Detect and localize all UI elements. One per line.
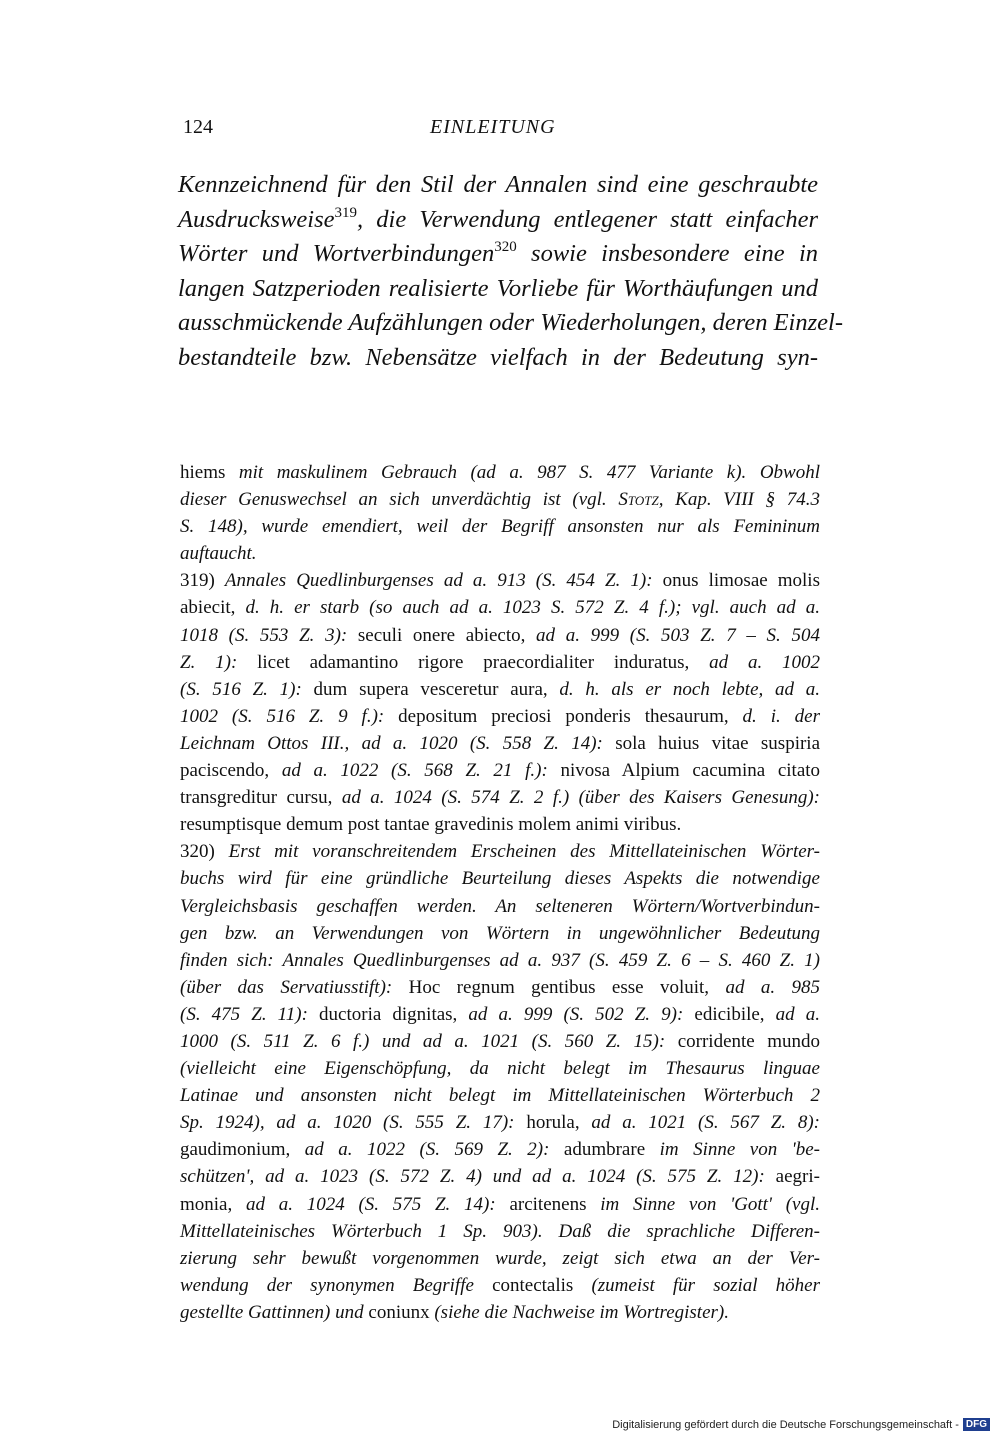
footnote-ref-320[interactable]: 320 bbox=[494, 239, 517, 255]
footnote-line: gen bzw. an Verwendungen von Wörtern in ungewöhnlicher Bedeutung bbox=[180, 922, 820, 944]
digitization-footer bbox=[612, 1418, 990, 1431]
footnote-line: zierung sehr bewußt vorgenommen wurde, zeigt sich etwa an der Ver- bbox=[180, 1247, 820, 1269]
footnote-line: abiecit, d. h. er starb (so auch ad a. 1023 S. 572 Z. 4 f.); vgl. auch ad a. bbox=[180, 597, 820, 619]
footnote-line: S. 148), wurde emendiert, weil der Begriff ansonsten nur als Femininum bbox=[180, 516, 820, 538]
footnote-line: (vielleicht eine Eigenschöpfung, da nicht belegt im Thesaurus linguae bbox=[180, 1058, 820, 1080]
footnote-line: (S. 475 Z. 11): ductoria dignitas, ad a. 999 (S. 502 Z. 9): edicibile, ad a. bbox=[180, 1003, 821, 1025]
footnote-line: Vergleichsbasis geschaffen werden. An selteneren Wörtern/Wortverbindun- bbox=[180, 895, 820, 917]
footnote-line: resumptisque demum post tantae gravedinis molem animi viribus. bbox=[180, 814, 682, 836]
main-line: bestandteile bzw. Nebensätze vielfach in der Bedeutung syn- bbox=[178, 343, 818, 371]
footnote-line: dieser Genuswechsel an sich unverdächtig ist (vgl. Stotz, Kap. VIII § 74.3 bbox=[180, 489, 820, 511]
footnote-line: Mittellateinisches Wörterbuch 1 Sp. 903). Daß die sprachliche Differen- bbox=[180, 1220, 820, 1242]
main-paragraph bbox=[178, 168, 843, 375]
footnote-line: buchs wird für eine gründliche Beurteilung dieses Aspekts die notwendige bbox=[180, 868, 820, 890]
footnotes bbox=[180, 459, 820, 1326]
footnote-line: Latinae und ansonsten nicht belegt im Mittellateinischen Wörterbuch 2 bbox=[180, 1085, 820, 1107]
page-number: 124 bbox=[183, 116, 213, 138]
footnote-line: transgreditur cursu, ad a. 1024 (S. 574 Z. 2 f.) (über des Kaisers Genesung): bbox=[180, 787, 821, 809]
footnote-line: gaudimonium, ad a. 1022 (S. 569 Z. 2): adumbrare im Sinne von 'be- bbox=[180, 1139, 820, 1161]
footnote-line: (S. 516 Z. 1): dum supera vesceretur aura, d. h. als er noch lebte, ad a. bbox=[180, 678, 820, 700]
footnote-line: gestellte Gattinnen) und coniunx (siehe die Nachweise im Wortregister). bbox=[180, 1301, 729, 1323]
page-header bbox=[0, 116, 1000, 146]
footnote-line: Sp. 1924), ad a. 1020 (S. 555 Z. 17): horula, ad a. 1021 (S. 567 Z. 8): bbox=[180, 1112, 820, 1134]
footnote-320: 320) Erst mit voranschreitendem Erscheinen des Mittellateinischen Wörter- bbox=[180, 841, 820, 863]
footnote-ref-319[interactable]: 319 bbox=[334, 204, 357, 221]
footnote-line: wendung der synonymen Begriffe contectalis (zumeist für sozial höher bbox=[180, 1274, 820, 1296]
running-head: EINLEITUNG bbox=[430, 116, 556, 138]
footnote-line: paciscendo, ad a. 1022 (S. 568 Z. 21 f.): nivosa Alpium cacumina citato bbox=[180, 760, 821, 782]
footnote-line: 1000 (S. 511 Z. 6 f.) und ad a. 1021 (S. 560 Z. 15): corridente mundo bbox=[180, 1030, 821, 1052]
footnote-line: 1018 (S. 553 Z. 3): seculi onere abiecto, ad a. 999 (S. 503 Z. 7 – S. 504 bbox=[180, 624, 820, 646]
footnote-line: monia, ad a. 1024 (S. 575 Z. 14): arcitenens im Sinne von 'Gott' (vgl. bbox=[180, 1193, 821, 1215]
footnote-line: hiems mit maskulinem Gebrauch (ad a. 987 S. 477 Variante k). Obwohl bbox=[180, 462, 820, 483]
footnote-319: 319) Annales Quedlinburgenses ad a. 913 (S. 454 Z. 1): onus limosae molis bbox=[180, 570, 820, 592]
footnote-line: Leichnam Ottos III., ad a. 1020 (S. 558 Z. 14): sola huius vitae suspiria bbox=[180, 732, 821, 754]
footnote-line: auftaucht. bbox=[180, 543, 257, 565]
main-line: Ausdrucksweise$^{319}$, die Verwendung entlegener statt einfacher bbox=[178, 204, 818, 233]
footnote-line: finden sich: Annales Quedlinburgenses ad a. 937 (S. 459 Z. 6 – S. 460 Z. 1) bbox=[180, 949, 820, 971]
main-line: ausschmückende Aufzählungen oder Wiederholungen, deren Einzel- bbox=[178, 309, 843, 336]
footer-text: Digitalisierung gefördert durch die Deutsche Forschungsgemeinschaft - bbox=[612, 1418, 959, 1431]
footnote-line: 1002 (S. 516 Z. 9 f.): depositum preciosi ponderis thesaurum, d. i. der bbox=[180, 705, 820, 727]
footnote-line: schützen', ad a. 1023 (S. 572 Z. 4) und ad a. 1024 (S. 575 Z. 12): aegri- bbox=[180, 1166, 820, 1188]
dfg-logo-icon: DFG bbox=[963, 1418, 990, 1431]
footnote-line: Z. 1): licet adamantino rigore praecordialiter induratus, ad a. 1002 bbox=[180, 651, 821, 673]
main-line: langen Satzperioden realisierte Vorliebe für Worthäufungen und bbox=[178, 274, 818, 302]
footnote-line: (über das Servatiusstift): Hoc regnum gentibus esse voluit, ad a. 985 bbox=[180, 976, 820, 998]
main-line: Wörter und Wortverbindungen$^{320}$ sowie insbesondere eine in bbox=[178, 239, 818, 267]
main-line: Kennzeichnend für den Stil der Annalen sind eine geschraubte bbox=[178, 171, 818, 198]
